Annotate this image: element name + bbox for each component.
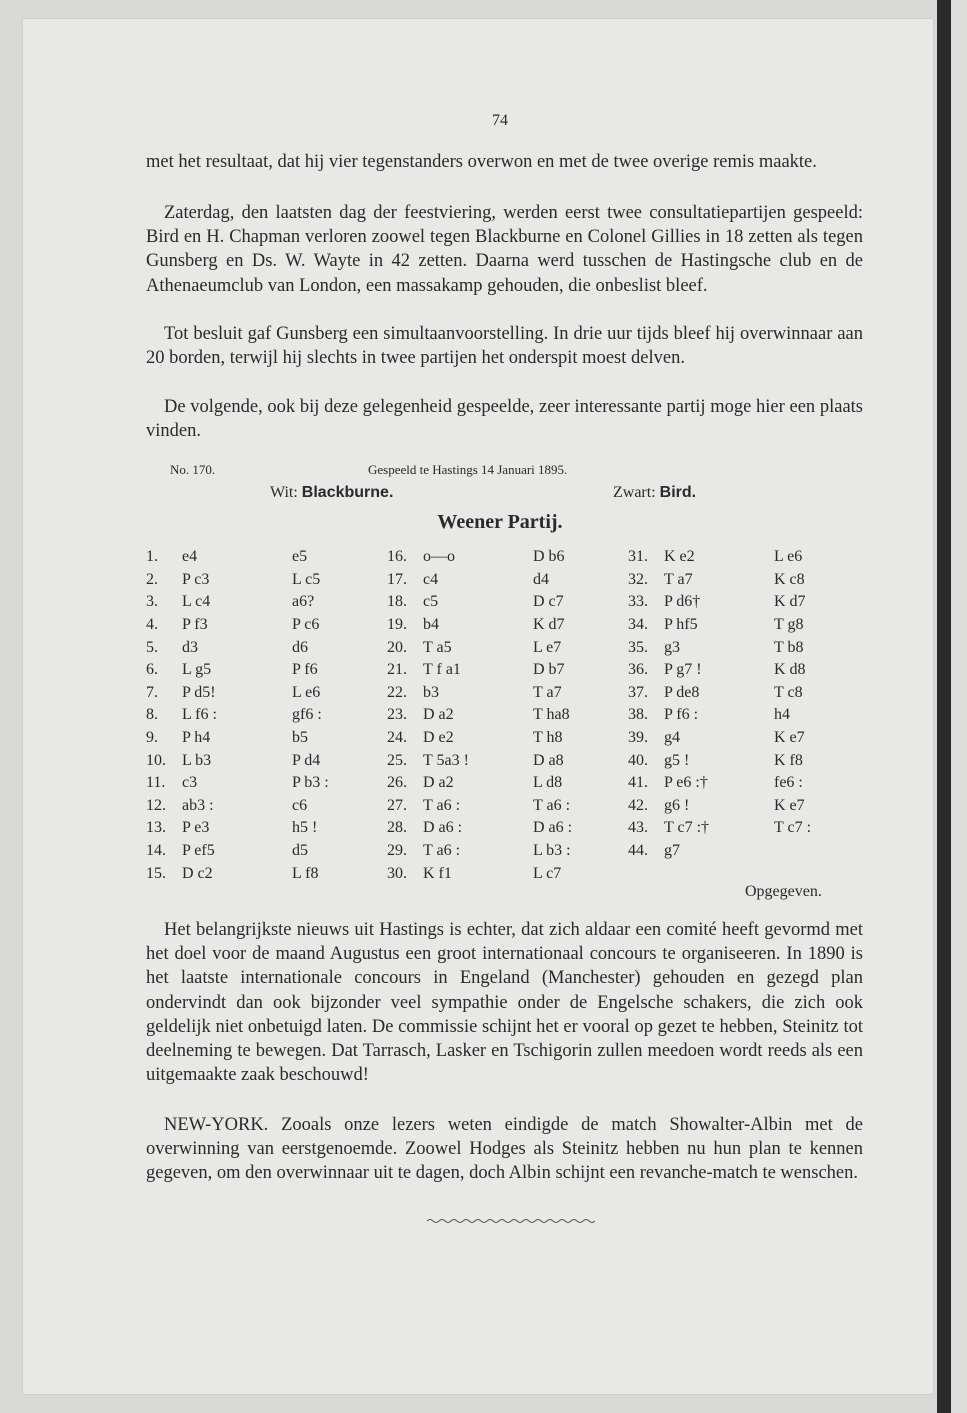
game-result: Opgegeven.	[745, 883, 822, 900]
move-number: 12.	[146, 796, 166, 814]
white-move: g5 !	[664, 751, 690, 769]
move-number: 7.	[146, 683, 158, 701]
black-move: K d8	[774, 661, 806, 679]
black-move: e5	[292, 548, 308, 566]
white-move: ab3 :	[182, 796, 214, 814]
move-number: 22.	[387, 683, 407, 701]
white-move: c4	[423, 570, 439, 588]
white-move: D e2	[423, 729, 454, 747]
black-move: P b3 :	[292, 774, 329, 792]
move-number: 39.	[628, 729, 648, 747]
move-number: 37.	[628, 683, 648, 701]
move-number: 8.	[146, 706, 158, 724]
move-number: 35.	[628, 638, 648, 656]
move-row	[146, 546, 811, 569]
black-move: T ha8	[533, 706, 570, 724]
black-move	[774, 840, 811, 863]
move-number: 23.	[387, 706, 407, 724]
white-move: T f a1	[423, 661, 461, 679]
move-row	[146, 727, 811, 750]
move-number: 41.	[628, 774, 648, 792]
black-move: h4	[774, 706, 790, 724]
black-move: L b3 :	[533, 842, 571, 860]
move-number: 21.	[387, 661, 407, 679]
move-number: 15.	[146, 864, 166, 882]
page-number: 74	[492, 112, 508, 129]
move-row	[146, 772, 811, 795]
black-move: d5	[292, 842, 308, 860]
black-move: D a8	[533, 751, 564, 769]
move-number: 2.	[146, 570, 158, 588]
black-move: K f8	[774, 751, 803, 769]
white-move: D a2	[423, 774, 454, 792]
black-move: a6?	[292, 593, 315, 611]
move-number: 25.	[387, 751, 407, 769]
white-move: d3	[182, 638, 198, 656]
game-place-date: Gespeeld te Hastings 14 Januari 1895.	[368, 462, 568, 477]
black-move: d6	[292, 638, 308, 656]
white-move: P d5!	[182, 683, 216, 701]
move-number: 10.	[146, 751, 166, 769]
white-move: g4	[664, 729, 680, 747]
black-move: L f8	[292, 864, 319, 882]
move-row	[146, 569, 811, 592]
white-move: P ef5	[182, 842, 215, 860]
page-edge-light	[951, 0, 967, 1413]
white-move: g3	[664, 638, 680, 656]
black-move: T c7 :	[774, 819, 812, 837]
move-number: 34.	[628, 616, 648, 634]
white-move: g6 !	[664, 796, 690, 814]
white-move: L f6 :	[182, 706, 217, 724]
move-number: 43.	[628, 819, 648, 837]
move-number: 26.	[387, 774, 407, 792]
white-move: P e6 :†	[664, 774, 708, 792]
move-number	[628, 862, 664, 885]
black-move: P f6	[292, 661, 318, 679]
white-move: L c4	[182, 593, 211, 611]
white-move: g7	[664, 842, 680, 860]
white-player-line	[270, 484, 393, 502]
black-move: gf6 :	[292, 706, 322, 724]
move-row	[146, 795, 811, 818]
moves-table	[146, 546, 811, 885]
move-row	[146, 749, 811, 772]
move-row	[146, 659, 811, 682]
black-move: D b6	[533, 548, 565, 566]
move-row	[146, 862, 811, 885]
black-move: d4	[533, 570, 549, 588]
move-number: 6.	[146, 661, 158, 679]
paragraph-1: met het resultaat, dat hij vier tegenstanders overwon en met de twee overige remis maakte.	[146, 152, 817, 172]
white-move: D c2	[182, 864, 213, 882]
black-label: Zwart:	[613, 484, 656, 501]
black-move: K e7	[774, 729, 805, 747]
white-move: K e2	[664, 548, 695, 566]
black-move: K e7	[774, 796, 805, 814]
white-move: e4	[182, 548, 198, 566]
black-move: L e6	[292, 683, 321, 701]
white-move: T a6 :	[423, 796, 461, 814]
paragraph-3: Tot besluit gaf Gunsberg een simultaanvoorstelling. In drie uur tijds bleef hij overwinnaar aan 20 borden, terwijl hij slechts in twee partijen het onderspit moest delven.	[146, 324, 863, 369]
white-move: P g7 !	[664, 661, 702, 679]
paragraph-2: Zaterdag, den laatsten dag der feestviering, werden eerst twee consultatiepartijen gespeeld: Bird en H. Chapman verloren zoowel tegen Blackburne en Colonel Gillies in 18 zetten als tegen Gunsberg en Ds. W. Wayte in 42 zetten. Daarna werd tusschen de Hastingsche club en de Athenaeumclub van London, een massakamp gehouden, die onbeslist bleef.	[146, 203, 863, 296]
paragraph-6: NEW-YORK. Zooals onze lezers weten eindigde de match Showalter-Albin met de overwinning van eerstgenoemde. Zoowel Hodges als Steinitz hebben nu hun plan te kennen gegeven, om den overwinnaar uit te dagen, doch Albin schijnt een revanche-match te wenschen.	[146, 1115, 863, 1184]
white-move: P hf5	[664, 616, 698, 634]
black-move: P c6	[292, 616, 320, 634]
black-move: b5	[292, 729, 308, 747]
move-number: 31.	[628, 548, 648, 566]
black-move: T c8	[774, 683, 803, 701]
move-number: 42.	[628, 796, 648, 814]
game-number: No. 170.	[170, 462, 216, 477]
black-move: L c5	[292, 570, 321, 588]
move-number: 14.	[146, 842, 166, 860]
decorative-wavy-rule	[427, 1218, 595, 1224]
opening-title: Weener Partij.	[437, 511, 563, 533]
white-move: P f6 :	[664, 706, 699, 724]
move-number: 4.	[146, 616, 158, 634]
white-move	[664, 862, 774, 885]
paragraph-5: Het belangrijkste nieuws uit Hastings is echter, dat zich aldaar een comité heeft gevormd met het doel voor de maand Augustus een groot internationaal concours te organiseeren. In 1890 is het laatste internationale concours in Engeland (Manchester) gehouden en gezegd plan ondervindt dan ook bijzonder veel sympathie onder de Engelsche schakers, die zich ook geldelijk niet onbetuigd laten. De commissie schijnt het er vooral op gezet te hebben, Steinitz tot deelneming te bewegen. Dat Tarrasch, Lasker en Tschigorin zullen meedoen wordt reeds als een uitgemaakte zaak beschouwd!	[146, 920, 863, 1086]
black-move: T b8	[774, 638, 804, 656]
move-number: 19.	[387, 616, 407, 634]
white-move: b4	[423, 616, 439, 634]
page-edge-dark	[937, 0, 951, 1413]
move-number: 13.	[146, 819, 166, 837]
black-move: c6	[292, 796, 308, 814]
black-move: D a6 :	[533, 819, 573, 837]
move-row	[146, 614, 811, 637]
white-move: c5	[423, 593, 439, 611]
move-number: 27.	[387, 796, 407, 814]
move-number: 29.	[387, 842, 407, 860]
move-row	[146, 682, 811, 705]
move-number: 3.	[146, 593, 158, 611]
black-move: fe6 :	[774, 774, 803, 792]
move-number: 11.	[146, 774, 166, 792]
move-row	[146, 591, 811, 614]
white-move: P de8	[664, 683, 700, 701]
black-move: L c7	[533, 864, 562, 882]
white-move: o—o	[423, 548, 455, 566]
black-move: K d7	[533, 616, 565, 634]
move-number: 9.	[146, 729, 158, 747]
move-number: 5.	[146, 638, 158, 656]
move-number: 33.	[628, 593, 648, 611]
black-move: L d8	[533, 774, 563, 792]
move-row	[146, 840, 811, 863]
move-number: 24.	[387, 729, 407, 747]
white-move: T 5a3 !	[423, 751, 469, 769]
black-move: T h8	[533, 729, 563, 747]
black-move: K d7	[774, 593, 806, 611]
move-number: 32.	[628, 570, 648, 588]
black-move: P d4	[292, 751, 321, 769]
white-move: L b3	[182, 751, 212, 769]
white-move: T a5	[423, 638, 452, 656]
move-number: 44.	[628, 842, 648, 860]
paragraph-4: De volgende, ook bij deze gelegenheid gespeelde, zeer interessante partij moge hier een plaats vinden.	[146, 397, 863, 442]
move-number: 18.	[387, 593, 407, 611]
move-row	[146, 636, 811, 659]
black-move: T a6 :	[533, 796, 571, 814]
move-number: 36.	[628, 661, 648, 679]
black-move: D c7	[533, 593, 564, 611]
white-move: P d6†	[664, 593, 701, 611]
white-move: D a6 :	[423, 819, 463, 837]
black-move: h5 !	[292, 819, 318, 837]
black-move	[774, 862, 811, 885]
black-move: D b7	[533, 661, 565, 679]
white-move: P h4	[182, 729, 211, 747]
white-move: P f3	[182, 616, 208, 634]
white-move: K f1	[423, 864, 452, 882]
black-move: L e6	[774, 548, 803, 566]
move-number: 40.	[628, 751, 648, 769]
white-label: Wit:	[270, 484, 298, 501]
black-move: L e7	[533, 638, 562, 656]
white-move: P c3	[182, 570, 210, 588]
move-number: 30.	[387, 864, 407, 882]
move-number: 1.	[146, 548, 158, 566]
black-move: K c8	[774, 570, 805, 588]
move-number: 20.	[387, 638, 407, 656]
move-number: 28.	[387, 819, 407, 837]
white-move: T a6 :	[423, 842, 461, 860]
white-move: D a2	[423, 706, 454, 724]
move-row	[146, 817, 811, 840]
white-move: b3	[423, 683, 439, 701]
white-move: T c7 :†	[664, 819, 710, 837]
move-number: 17.	[387, 570, 407, 588]
white-move: c3	[182, 774, 198, 792]
move-number: 38.	[628, 706, 648, 724]
move-number: 16.	[387, 548, 407, 566]
white-move: P e3	[182, 819, 210, 837]
black-move: T g8	[774, 616, 804, 634]
white-player: Blackburne.	[301, 484, 394, 501]
move-row	[146, 704, 811, 727]
white-move: T a7	[664, 570, 693, 588]
black-move: T a7	[533, 683, 562, 701]
black-player-line	[613, 484, 696, 502]
black-player: Bird.	[659, 484, 697, 501]
white-move: L g5	[182, 661, 212, 679]
